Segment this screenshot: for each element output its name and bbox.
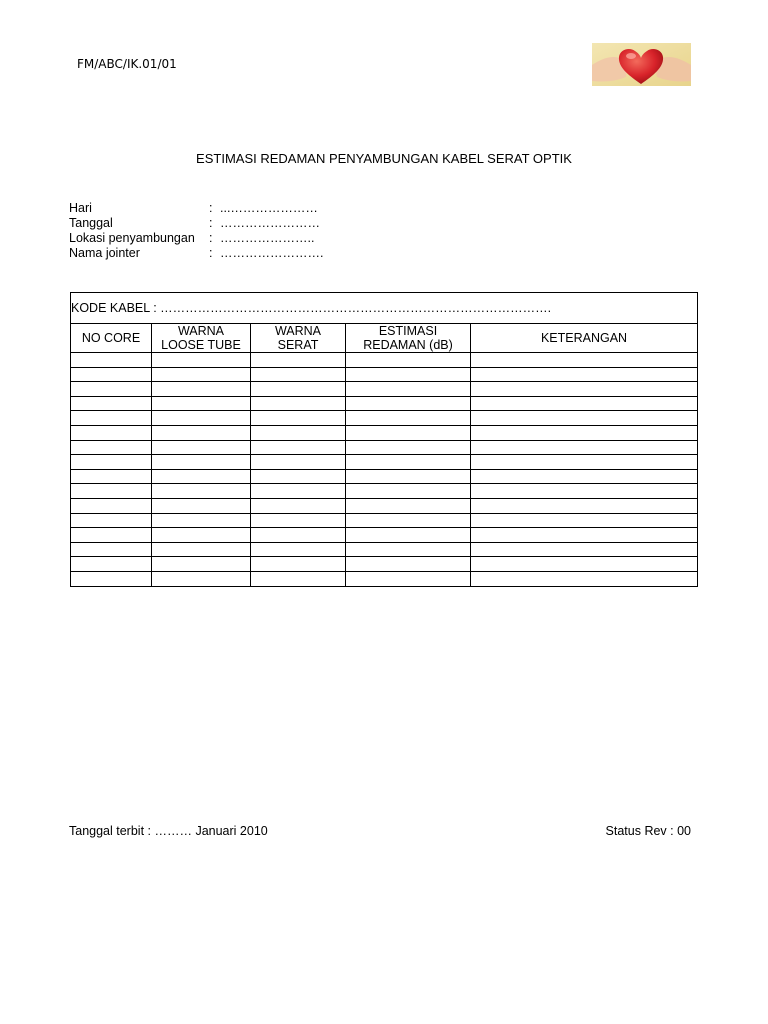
table-cell[interactable] xyxy=(251,557,346,572)
revision-status: Status Rev : 00 xyxy=(605,824,691,838)
table-cell[interactable] xyxy=(346,469,471,484)
table-cell[interactable] xyxy=(471,542,698,557)
table-cell[interactable] xyxy=(346,571,471,586)
table-cell[interactable] xyxy=(251,382,346,397)
table-cell[interactable] xyxy=(251,396,346,411)
table-row xyxy=(71,411,698,426)
table-cell[interactable] xyxy=(152,484,251,499)
table-cell[interactable] xyxy=(346,440,471,455)
table-cell[interactable] xyxy=(251,425,346,440)
table-cell[interactable] xyxy=(346,528,471,543)
col-header-keterangan xyxy=(471,324,698,353)
col-header-no-core xyxy=(71,324,152,353)
table-cell[interactable] xyxy=(471,367,698,382)
kode-kabel-row xyxy=(71,293,698,324)
table-cell[interactable] xyxy=(152,396,251,411)
table-row xyxy=(71,513,698,528)
table-cell[interactable] xyxy=(346,484,471,499)
table-row xyxy=(71,484,698,499)
table-cell[interactable] xyxy=(71,455,152,470)
col-header-line: SERAT xyxy=(277,338,319,352)
table-cell[interactable] xyxy=(251,440,346,455)
table-cell[interactable] xyxy=(471,528,698,543)
table-cell[interactable] xyxy=(71,425,152,440)
col-header-line: WARNA xyxy=(274,324,322,338)
info-label: Nama jointer xyxy=(69,246,140,260)
table-cell[interactable] xyxy=(251,528,346,543)
info-row-nama-jointer xyxy=(69,246,323,261)
table-cell[interactable] xyxy=(251,571,346,586)
info-label: Tanggal xyxy=(69,216,113,230)
col-header-line: WARNA xyxy=(177,324,225,338)
table-cell[interactable] xyxy=(71,440,152,455)
table-cell[interactable] xyxy=(152,411,251,426)
table-cell[interactable] xyxy=(71,528,152,543)
table-cell[interactable] xyxy=(251,367,346,382)
table-cell[interactable] xyxy=(346,498,471,513)
table-cell[interactable] xyxy=(152,455,251,470)
col-header-estimasi-redaman xyxy=(346,324,471,353)
doc-code: FM/ABC/IK.01/01 xyxy=(77,57,177,71)
table-cell[interactable] xyxy=(152,425,251,440)
table-row xyxy=(71,353,698,368)
heart-in-hands-icon xyxy=(592,43,691,86)
table-cell[interactable] xyxy=(346,382,471,397)
col-header-warna-serat xyxy=(251,324,346,353)
table-cell[interactable] xyxy=(152,353,251,368)
table-cell[interactable] xyxy=(71,513,152,528)
table-cell[interactable] xyxy=(152,542,251,557)
table-cell[interactable] xyxy=(152,513,251,528)
table-cell[interactable] xyxy=(152,469,251,484)
table-cell[interactable] xyxy=(152,528,251,543)
table-cell[interactable] xyxy=(152,498,251,513)
table-cell[interactable] xyxy=(471,484,698,499)
table-row xyxy=(71,571,698,586)
table-row xyxy=(71,469,698,484)
table-row xyxy=(71,367,698,382)
col-header-line: NO CORE xyxy=(81,331,141,345)
table-cell[interactable] xyxy=(71,571,152,586)
table-cell[interactable] xyxy=(346,396,471,411)
info-colon: : xyxy=(209,246,213,260)
table-row xyxy=(71,557,698,572)
col-header-warna-loose-tube xyxy=(152,324,251,353)
info-colon: : xyxy=(209,231,213,245)
info-colon: : xyxy=(209,216,213,230)
info-label: Lokasi penyambungan xyxy=(69,231,195,245)
info-block xyxy=(69,201,323,261)
table-cell[interactable] xyxy=(346,542,471,557)
info-row-lokasi xyxy=(69,231,323,246)
table-cell[interactable] xyxy=(152,557,251,572)
table-cell[interactable] xyxy=(152,367,251,382)
table-cell[interactable] xyxy=(251,353,346,368)
table-cell[interactable] xyxy=(471,425,698,440)
info-value: ...………………… xyxy=(220,201,318,215)
table-cell[interactable] xyxy=(71,542,152,557)
table-cell[interactable] xyxy=(71,396,152,411)
table-cell[interactable] xyxy=(71,382,152,397)
info-colon: : xyxy=(209,201,213,215)
table-cell[interactable] xyxy=(346,455,471,470)
col-header-line: KETERANGAN xyxy=(540,331,628,345)
table-row xyxy=(71,528,698,543)
table-cell[interactable] xyxy=(71,469,152,484)
table-cell[interactable] xyxy=(251,484,346,499)
table-row xyxy=(71,455,698,470)
kode-kabel-cell: KODE KABEL : …………………………………………………………………………………. xyxy=(71,293,698,324)
table-cell[interactable] xyxy=(471,353,698,368)
table-cell[interactable] xyxy=(152,382,251,397)
table-body xyxy=(71,353,698,587)
info-row-tanggal xyxy=(69,216,323,231)
table-cell[interactable] xyxy=(71,557,152,572)
table-cell[interactable] xyxy=(346,557,471,572)
table-cell[interactable] xyxy=(346,353,471,368)
table-cell[interactable] xyxy=(152,571,251,586)
table-row xyxy=(71,396,698,411)
col-header-line: REDAMAN (dB) xyxy=(363,338,453,352)
table-cell[interactable] xyxy=(471,440,698,455)
info-value: …………………… xyxy=(220,216,320,230)
table-cell[interactable] xyxy=(71,353,152,368)
info-row-hari xyxy=(69,201,323,216)
table-cell[interactable] xyxy=(71,498,152,513)
header-row xyxy=(71,324,698,353)
table-row xyxy=(71,382,698,397)
table-cell[interactable] xyxy=(471,411,698,426)
table-cell[interactable] xyxy=(251,455,346,470)
table-cell[interactable] xyxy=(251,513,346,528)
issue-date: Tanggal terbit : ……… Januari 2010 xyxy=(69,824,268,838)
table-cell[interactable] xyxy=(71,411,152,426)
col-header-line: LOOSE TUBE xyxy=(161,338,241,352)
table-row xyxy=(71,425,698,440)
table-cell[interactable] xyxy=(471,469,698,484)
table-cell[interactable] xyxy=(346,425,471,440)
table-cell[interactable] xyxy=(71,367,152,382)
info-value: ………………….. xyxy=(220,231,315,245)
table-row xyxy=(71,440,698,455)
table-cell[interactable] xyxy=(251,411,346,426)
table-cell[interactable] xyxy=(471,571,698,586)
table-cell[interactable] xyxy=(251,469,346,484)
table-cell[interactable] xyxy=(152,440,251,455)
info-value: ……………………. xyxy=(220,246,324,260)
page-title: ESTIMASI REDAMAN PENYAMBUNGAN KABEL SERAT OPTIK xyxy=(196,151,572,166)
table-row xyxy=(71,498,698,513)
table-cell[interactable] xyxy=(346,367,471,382)
table-cell[interactable] xyxy=(471,382,698,397)
table-cell[interactable] xyxy=(251,542,346,557)
table-cell[interactable] xyxy=(346,411,471,426)
table-cell[interactable] xyxy=(346,513,471,528)
table-cell[interactable] xyxy=(471,498,698,513)
table-cell[interactable] xyxy=(471,557,698,572)
table-cell[interactable] xyxy=(71,484,152,499)
col-header-line: ESTIMASI xyxy=(378,324,438,338)
table-row xyxy=(71,542,698,557)
table-cell[interactable] xyxy=(471,396,698,411)
info-label: Hari xyxy=(69,201,92,215)
table-cell[interactable] xyxy=(471,455,698,470)
table-cell[interactable] xyxy=(251,498,346,513)
splice-table xyxy=(70,292,698,587)
table-cell[interactable] xyxy=(471,513,698,528)
